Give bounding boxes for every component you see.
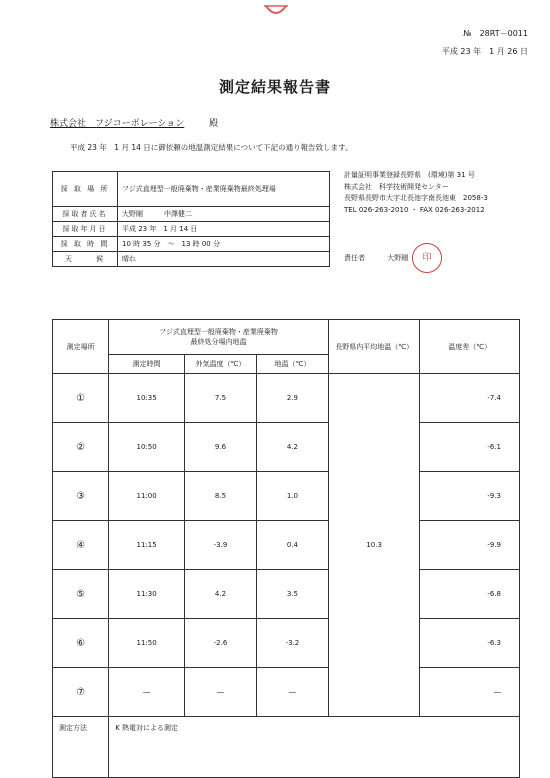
- row-diff: -7.4: [420, 374, 520, 423]
- row-diff: -9.9: [420, 521, 520, 570]
- row-outside-temp: -2.6: [185, 619, 257, 668]
- row-time: 11:30: [109, 570, 185, 619]
- client-honorific: 殿: [209, 119, 219, 129]
- document-number: № 28RT－0011: [463, 29, 528, 38]
- table-row: [53, 423, 520, 472]
- responsible-line: [344, 253, 408, 263]
- row-diff: -6.1: [420, 423, 520, 472]
- row-outside-temp: 8.5: [185, 472, 257, 521]
- client-line: [50, 116, 218, 129]
- group-header: フジ式直埋型一般廃棄物・産業廃棄物 最終処分場内地温: [109, 320, 329, 355]
- row-time: ―: [109, 668, 185, 717]
- table-row: [53, 521, 520, 570]
- responsible-name: 大野剛: [387, 254, 409, 262]
- method-label: 測定方法: [53, 717, 109, 778]
- info-value: 平成 23 年 1 月 14 日: [118, 222, 330, 237]
- info-key: 採 取 場 所: [53, 172, 118, 207]
- col-time-header: 測定時間: [109, 355, 185, 374]
- row-diff: ―: [420, 668, 520, 717]
- row-diff: -6.3: [420, 619, 520, 668]
- company-logo-icon: [262, 4, 290, 20]
- table-row: [53, 619, 520, 668]
- row-location: ①: [53, 374, 109, 423]
- row-outside-temp: 9.6: [185, 423, 257, 472]
- row-ground-temp: -3.2: [256, 619, 328, 668]
- row-ground-temp: 4.2: [256, 423, 328, 472]
- page-title: 測定結果報告書: [218, 78, 331, 96]
- document-date: 平成 23 年 1 月 26 日: [441, 47, 528, 56]
- info-row-date: [53, 222, 330, 237]
- info-key: 採取者氏名: [53, 207, 118, 222]
- method-value: K 熱電対による測定: [109, 717, 520, 778]
- info-value: 晴れ: [118, 252, 330, 267]
- lab-registration: 計量証明事業登録長野県 (環境)第 31 号: [344, 171, 475, 179]
- row-ground-temp: 1.0: [256, 472, 328, 521]
- col-location-header: 測定場所: [53, 320, 109, 374]
- client-company: 株式会社 フジコーポレーション: [50, 119, 185, 129]
- lab-address: 長野県長野市大字北長池字南長池東 2058-3: [344, 194, 488, 202]
- row-outside-temp: 7.5: [185, 374, 257, 423]
- table-header-row: [53, 320, 520, 355]
- method-row: [53, 717, 520, 778]
- row-ground-temp: 3.5: [256, 570, 328, 619]
- table-row: [53, 472, 520, 521]
- row-location: ⑥: [53, 619, 109, 668]
- info-value: フジ式直埋型一般廃棄物・産業廃棄物最終処理場: [118, 172, 330, 207]
- info-row-location: [53, 172, 330, 207]
- col-ground-header: 地温（℃）: [256, 355, 328, 374]
- avg-ground-temp: 10.3: [328, 374, 420, 717]
- row-time: 10:35: [109, 374, 185, 423]
- measurement-table: [52, 319, 520, 778]
- row-outside-temp: -3.9: [185, 521, 257, 570]
- seal-stamp-icon: 印: [412, 243, 442, 273]
- info-row-sampler: [53, 207, 330, 222]
- row-ground-temp: 2.9: [256, 374, 328, 423]
- responsible-label: 責任者: [344, 254, 365, 262]
- sampling-info-table: [52, 171, 330, 267]
- info-row-weather: [53, 252, 330, 267]
- info-key: 採取年月日: [53, 222, 118, 237]
- lab-contact: TEL 026-263-2010 ・ FAX 026-263-2012: [344, 205, 485, 214]
- row-diff: -9.3: [420, 472, 520, 521]
- info-key: 天 候: [53, 252, 118, 267]
- info-value: 10 時 35 分 ～ 13 時 00 分: [118, 237, 330, 252]
- row-time: 11:50: [109, 619, 185, 668]
- lab-name: 株式会社 科学技術開発センター: [344, 182, 449, 191]
- info-key: 採 取 時 間: [53, 237, 118, 252]
- col-avg-header: 長野県内平均地温（℃）: [328, 320, 420, 374]
- table-row: [53, 374, 520, 423]
- row-time: 10:50: [109, 423, 185, 472]
- row-location: ②: [53, 423, 109, 472]
- table-row: [53, 668, 520, 717]
- row-ground-temp: 0.4: [256, 521, 328, 570]
- lab-company-block: [344, 170, 488, 216]
- row-location: ④: [53, 521, 109, 570]
- col-diff-header: 温度差（℃）: [420, 320, 520, 374]
- table-row: [53, 570, 520, 619]
- info-row-time: [53, 237, 330, 252]
- col-outside-header: 外気温度（℃）: [185, 355, 257, 374]
- row-ground-temp: ―: [256, 668, 328, 717]
- row-outside-temp: ―: [185, 668, 257, 717]
- row-location: ⑦: [53, 668, 109, 717]
- row-time: 11:15: [109, 521, 185, 570]
- intro-text: 平成 23 年 1 月 14 日に御依頼の地温測定結果について下記の通り報告致します。: [70, 143, 353, 152]
- row-location: ③: [53, 472, 109, 521]
- row-diff: -6.8: [420, 570, 520, 619]
- row-outside-temp: 4.2: [185, 570, 257, 619]
- row-time: 11:00: [109, 472, 185, 521]
- row-location: ⑤: [53, 570, 109, 619]
- info-value: 大野剛 中澤健二: [118, 207, 330, 222]
